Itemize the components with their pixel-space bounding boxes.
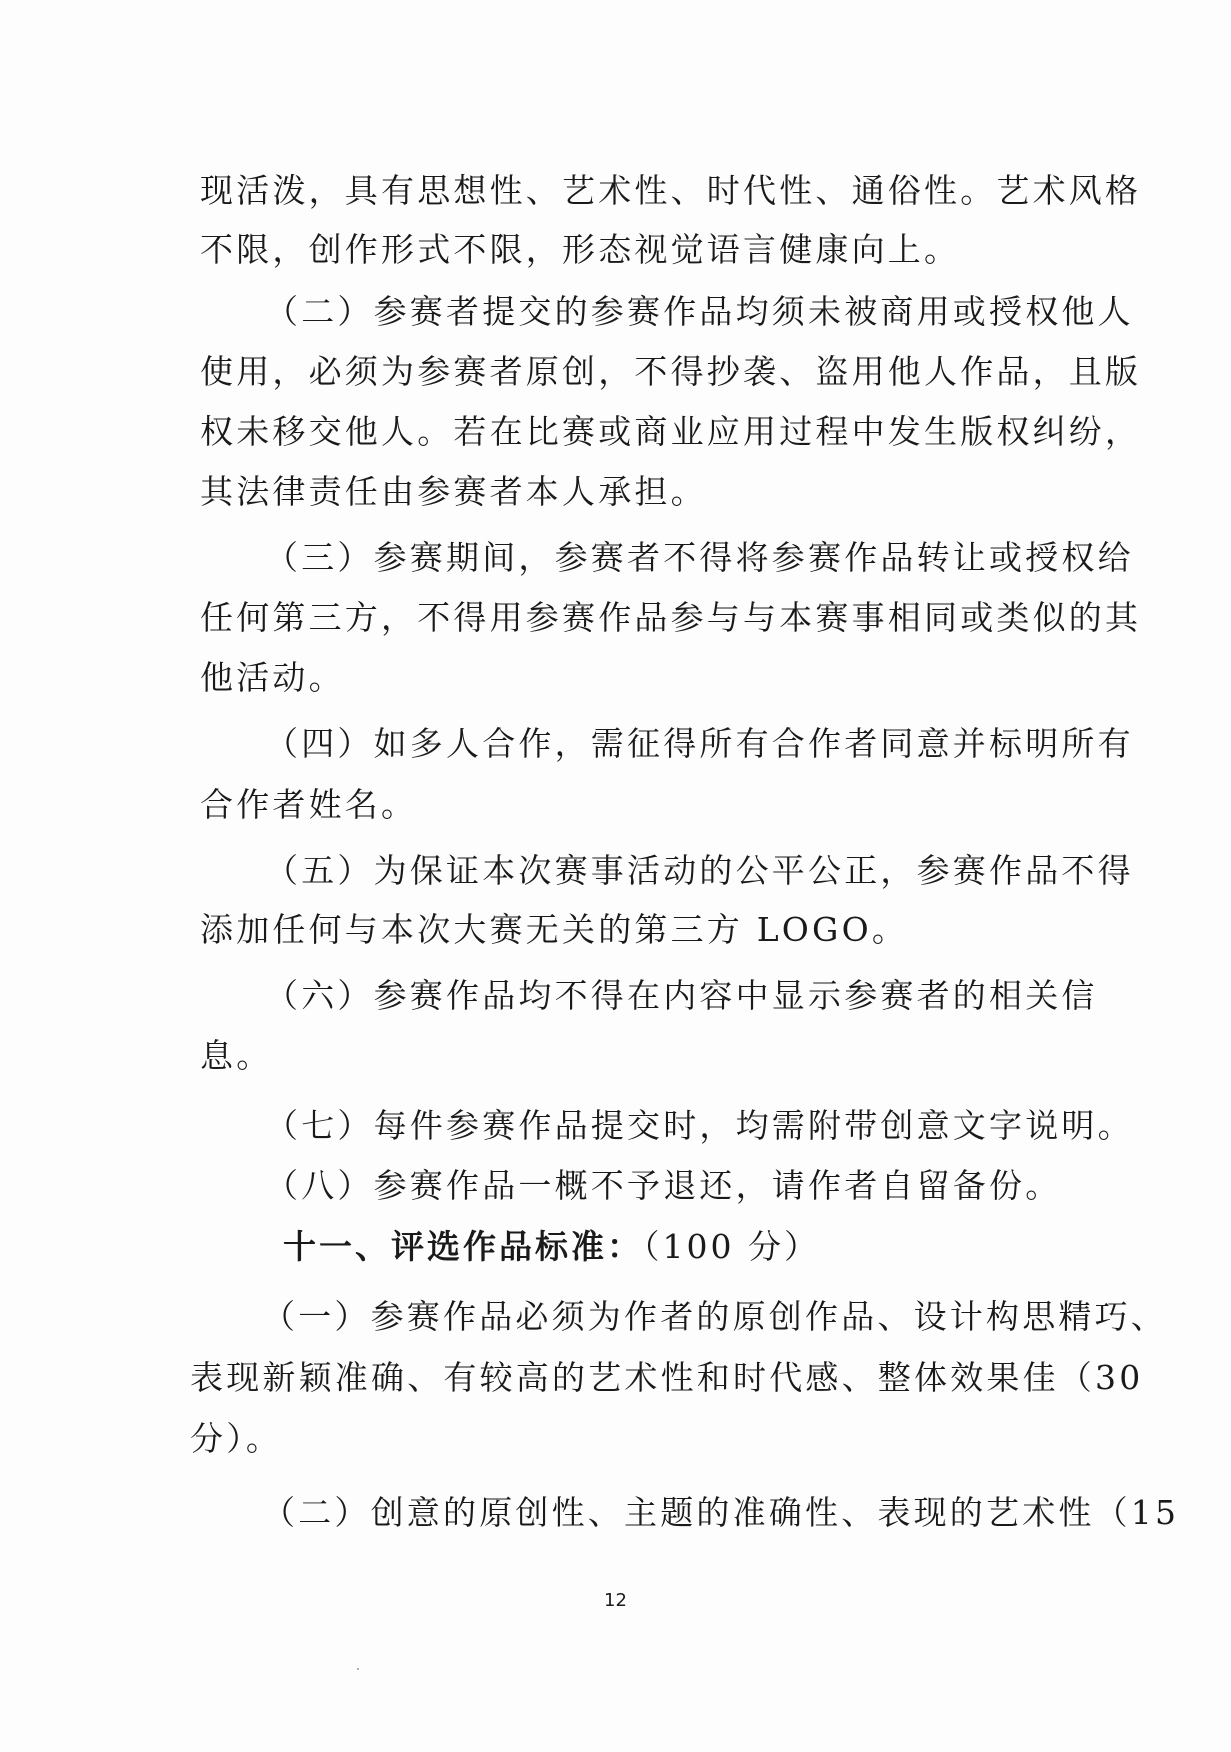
body-line: （六）参赛作品均不得在内容中显示参赛者的相关信 xyxy=(265,976,1098,1015)
body-line: （二）参赛者提交的参赛作品均须未被商用或授权他人 xyxy=(265,292,1134,331)
body-line: 息。 xyxy=(200,1036,273,1075)
section-heading-title: 十一、评选作品标准： xyxy=(283,1227,643,1266)
criteria-line: 分）。 xyxy=(190,1419,283,1458)
body-line: 他活动。 xyxy=(200,658,345,697)
criteria-line: （二）创意的原创性、主题的准确性、表现的艺术性（15 xyxy=(262,1493,1180,1532)
body-line: （七）每件参赛作品提交时，均需附带创意文字说明。 xyxy=(265,1106,1134,1145)
body-line: 其法律责任由参赛者本人承担。 xyxy=(200,472,707,511)
body-line: 合作者姓名。 xyxy=(200,785,418,824)
page-number: 12 xyxy=(604,1590,627,1611)
section-heading xyxy=(283,1225,820,1269)
body-line: 任何第三方，不得用参赛作品参与与本赛事相同或类似的其 xyxy=(200,598,1142,637)
body-line: （四）如多人合作，需征得所有合作者同意并标明所有 xyxy=(265,724,1134,763)
body-line: 添加任何与本次大赛无关的第三方 LOGO。 xyxy=(200,910,909,949)
body-line: 不限，创作形式不限，形态视觉语言健康向上。 xyxy=(200,230,961,269)
scan-speck xyxy=(357,1668,359,1670)
body-line: （八）参赛作品一概不予退还，请作者自留备份。 xyxy=(265,1166,1062,1205)
body-line: 使用，必须为参赛者原创，不得抄袭、盗用他人作品，且版 xyxy=(200,352,1142,391)
criteria-line: 表现新颖准确、有较高的艺术性和时代感、整体效果佳（30 xyxy=(190,1358,1144,1397)
section-heading-score: （100 分） xyxy=(643,1227,820,1266)
body-line: （三）参赛期间，参赛者不得将参赛作品转让或授权给 xyxy=(265,538,1134,577)
body-line: 现活泼，具有思想性、艺术性、时代性、通俗性。艺术风格 xyxy=(200,171,1142,210)
body-line: 权未移交他人。若在比赛或商业应用过程中发生版权纠纷， xyxy=(200,412,1142,451)
criteria-line: （一）参赛作品必须为作者的原创作品、设计构思精巧、 xyxy=(262,1297,1167,1336)
body-line: （五）为保证本次赛事活动的公平公正，参赛作品不得 xyxy=(265,851,1134,890)
